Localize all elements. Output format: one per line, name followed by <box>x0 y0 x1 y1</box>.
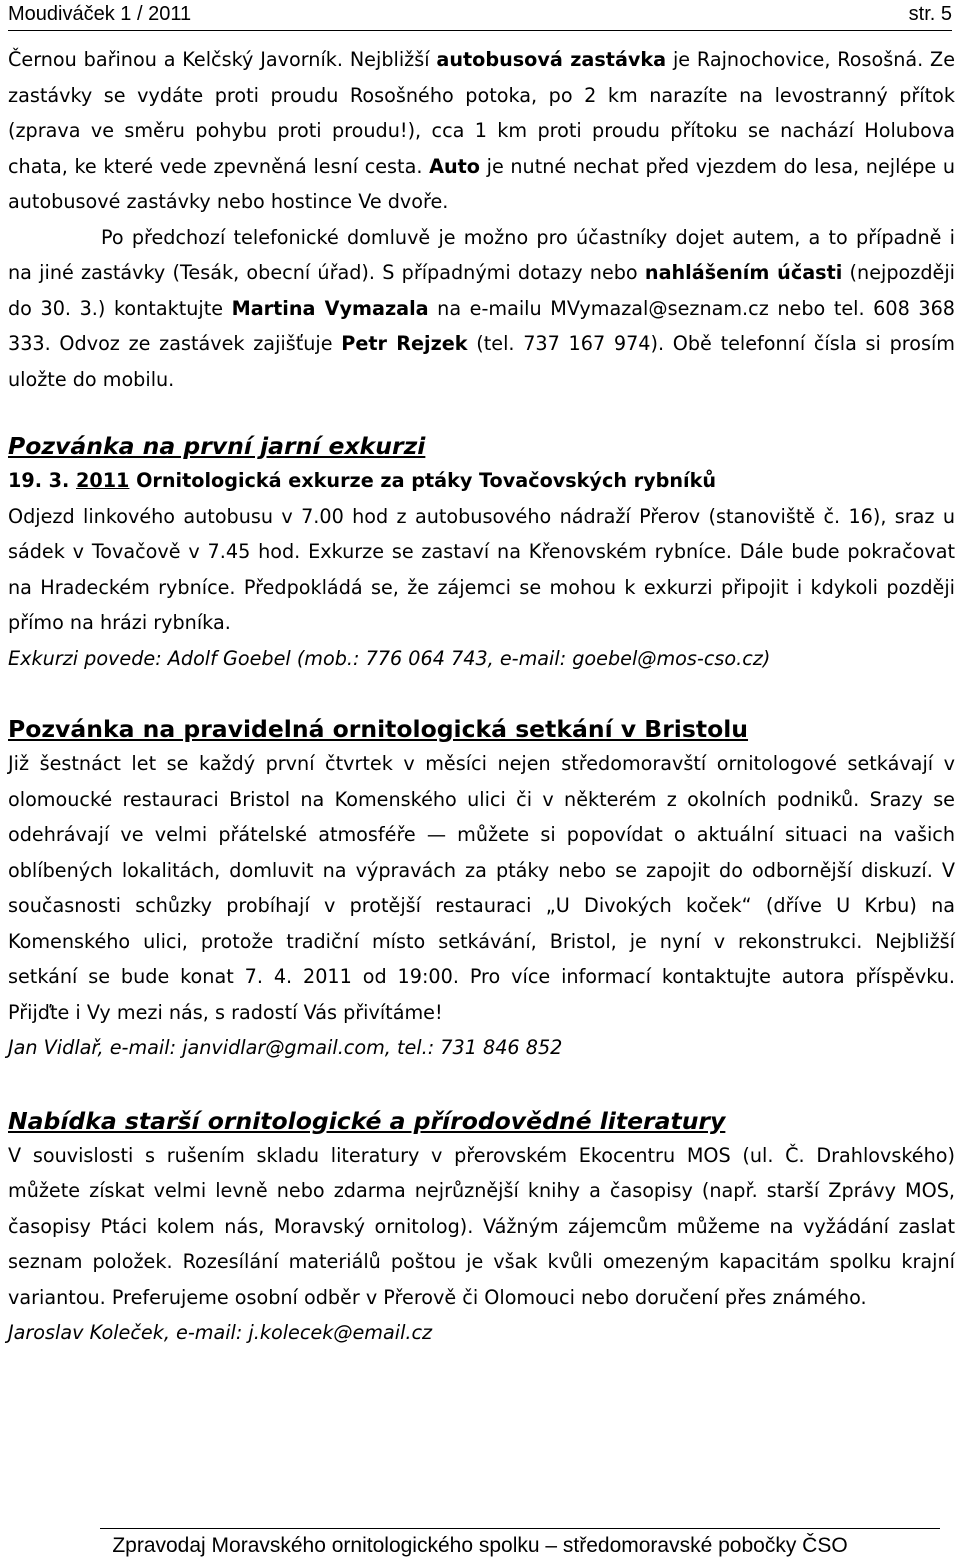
bold-text: Martina Vymazala <box>231 296 429 320</box>
newsletter-title: Moudiváček 1 / 2011 <box>8 3 192 25</box>
bold-text: nahlášením účasti <box>644 261 843 284</box>
event-year: 2011 <box>76 469 130 492</box>
bristol-author: Jan Vidlař, e-mail: janvidlar@gmail.com, tel.: 731 846 852 <box>8 1036 563 1059</box>
section-heading-literature: Nabídka starší ornitologické a přírodovědné literatury <box>8 1106 726 1135</box>
event-name: Ornitologická exkurze za ptáky Tovačovských rybníků <box>129 469 717 492</box>
paragraph-bus-stop <box>8 42 955 220</box>
page-number: str. 5 <box>908 3 952 25</box>
bold-text: autobusová zastávka <box>436 48 667 71</box>
page-body <box>8 42 955 1351</box>
excursion-text: Odjezd linkového autobusu v 7.00 hod z autobusového nádraží Přerov (stanoviště č. 16), sraz u sádek v Tovačově v 7.45 hod. Exkurze se zastaví na Křenovském rybníce. Dále bude pokračovat na Hradeckém rybníce. Předpokládá se, že zájemci se mohou k exkurzi připojit i kdykoli později přímo na hrázi rybníka. <box>8 504 955 634</box>
paragraph-contact <box>8 220 955 398</box>
bold-text: Petr Rejzek <box>341 332 468 355</box>
event-date: 19. 3. <box>8 469 76 492</box>
text-run: je nutné nechat před vjezdem do lesa, nejlépe u autobusové zastávky nebo hostince Ve dvoře. <box>8 154 956 213</box>
literature-author: Jaroslav Koleček, e-mail: j.kolecek@email.cz <box>8 1321 433 1344</box>
event-title <box>8 463 955 499</box>
text-run: Černou bařinou a Kelčský Javorník. Nejbližší <box>8 48 437 71</box>
bold-text: Auto <box>429 154 480 178</box>
text-run: na e-mailu MVymazal@seznam.cz nebo tel. 608 368 333. Odvoz ze zastávek zajišťuje <box>8 296 955 355</box>
section-heading-excursion: Pozvánka na první jarní exkurzi <box>8 432 426 460</box>
literature-text: V souvislosti s rušením skladu literatury v přerovském Ekocentru MOS (ul. Č. Drahlovského) můžete získat velmi levně nebo zdarma nejrůznější knihy a časopisy (např. starší Zprávy MOS, časopisy Ptáci kolem nás, Moravský ornitolog). Vážným zájemcům můžeme na vyžádání zaslat seznam položek. Rozesílání materiálů poštou je však kvůli omezeným kapacitám spolku krajní variantou. Preferujeme osobní odběr v Přerově či Olomouci nebo doručení přes známého. <box>8 1143 955 1309</box>
text-run: je Rajnochovice, Rosošná. Ze zastávky se vydáte proti proudu Rosošného potoka, po 2 km narazíte na levostranný přítok (zprava ve směru pohybu proti proudu!), cca 1 km proti proudu přítoku se nachází Holubova chata, ke které vede zpevněná lesní cesta. <box>8 48 956 178</box>
bristol-text: Již šestnáct let se každý první čtvrtek v měsíci nejen středomoravští ornitologové setkávají v olomoucké restauraci Bristol na Komenského ulici či v některém z okolních podniků. Srazy se odehrávají ve velmi přátelské atmosféře — můžete si popovídat o aktuální situaci na vašich oblíbených lokalitách, domluvit na výpravách za ptáky nebo se zapojit do odbornější diskuzí. V současnosti schůzky probíhají v protější restauraci „U Divokých koček“ (dříve U Krbu) na Komenského ulici, protože tradiční místo setkávání, Bristol, je nyní v rekonstrukci. Nejbližší setkání se bude konat 7. 4. 2011 od 19:00. Pro více informací kontaktujte autora příspěvku. Přijďte i Vy mezi nás, s radostí Vás přivítáme! <box>8 752 955 1024</box>
text-run: Po předchozí telefonické domluvě je možno pro účastníky dojet autem, a to případně i na jiné zastávky (Tesák, obecní úřad). S případnými dotazy nebo <box>8 225 955 284</box>
excursion-leader: Exkurzi povede: Adolf Goebel (mob.: 776 064 743, e-mail: goebel@mos-cso.cz) <box>8 646 771 670</box>
text-run: (nejpozději do 30. 3.) kontaktujte <box>8 261 955 320</box>
section-heading-bristol: Pozvánka na pravidelná ornitologická setkání v Bristolu <box>8 715 749 743</box>
footer-divider <box>100 1528 940 1529</box>
page-footer: Zpravodaj Moravského ornitologického spolku – středomoravské pobočky ČSO <box>112 1534 848 1557</box>
page-header <box>8 0 952 31</box>
text-run: (tel. 737 167 974). Obě telefonní čísla si prosím uložte do mobilu. <box>8 332 955 391</box>
